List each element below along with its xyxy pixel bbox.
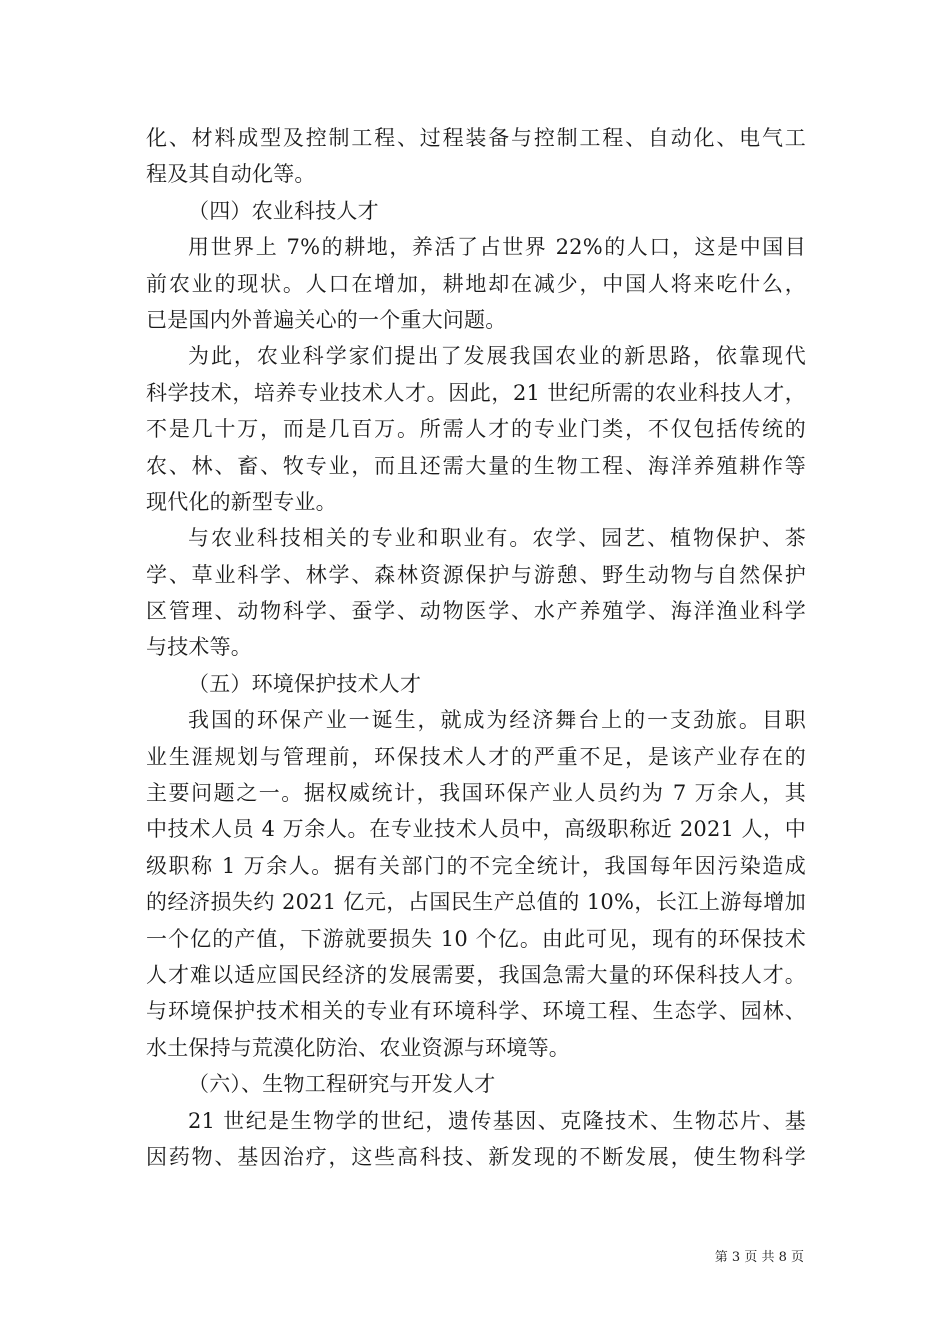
text-line: 区管理、动物科学、蚕学、动物医学、水产养殖学、海洋渔业科学	[146, 599, 806, 624]
text-line: 主要问题之一。据权威统计，我国环保产业人员约为 7 万余人，其	[146, 781, 806, 806]
text-line: 一个亿的产值，下游就要损失 10 个亿。由此可见，现有的环保技术	[146, 926, 806, 951]
text-line: 人才难以适应国民经济的发展需要，我国急需大量的环保科技人才。	[146, 962, 806, 987]
text-line: 21 世纪是生物学的世纪，遗传基因、克隆技术、生物芯片、基	[188, 1108, 806, 1133]
text-line: 级职称 1 万余人。据有关部门的不完全统计，我国每年因污染造成	[146, 853, 806, 878]
text-line: 中技术人员 4 万余人。在专业技术人员中，高级职称近 2021 人，中	[146, 817, 806, 842]
section-heading: （五）环境保护技术人才	[188, 671, 422, 696]
text-line: 前农业的现状。人口在增加，耕地却在减少，中国人将来吃什么，	[146, 271, 806, 296]
text-line: 现代化的新型专业。	[146, 489, 337, 514]
text-line: 业生涯规划与管理前，环保技术人才的严重不足，是该产业存在的	[146, 744, 806, 769]
section-heading: （六）、生物工程研究与开发人才	[188, 1072, 496, 1097]
text-line: 我国的环保产业一诞生，就成为经济舞台上的一支劲旅。目职	[188, 708, 806, 733]
text-line: 的经济损失约 2021 亿元，占国民生产总值的 10%，长江上游每增加	[146, 890, 806, 915]
text-line: 水土保持与荒漠化防治、农业资源与环境等。	[146, 1035, 570, 1060]
text-line: 与技术等。	[146, 635, 252, 660]
document-body	[146, 120, 806, 1175]
text-line: 与环境保护技术相关的专业有环境科学、环境工程、生态学、园林、	[146, 999, 806, 1024]
text-line: 与农业科技相关的专业和职业有。农学、园艺、植物保护、茶	[188, 526, 806, 551]
text-line: 农、林、畜、牧专业，而且还需大量的生物工程、海洋养殖耕作等	[146, 453, 806, 478]
text-line: 用世界上 7%的耕地，养活了占世界 22%的人口，这是中国目	[188, 235, 806, 260]
text-line: 不是几十万，而是几百万。所需人才的专业门类，不仅包括传统的	[146, 417, 806, 442]
text-line: 为此，农业科学家们提出了发展我国农业的新思路，依靠现代	[188, 344, 806, 369]
text-line: 已是国内外普遍关心的一个重大问题。	[146, 307, 507, 332]
section-heading: （四）农业科技人才	[188, 198, 379, 223]
text-line: 因药物、基因治疗，这些高科技、新发现的不断发展，使生物科学	[146, 1144, 806, 1169]
text-line: 化、材料成型及控制工程、过程装备与控制工程、自动化、电气工	[146, 126, 806, 150]
text-line: 学、草业科学、林学、森林资源保护与游憩、野生动物与自然保护	[146, 562, 806, 587]
text-line: 程及其自动化等。	[146, 162, 316, 187]
page-number: 第 3 页 共 8 页	[714, 1250, 804, 1265]
text-line: 科学技术，培养专业技术人才。因此，21 世纪所需的农业科技人才，	[146, 380, 806, 405]
